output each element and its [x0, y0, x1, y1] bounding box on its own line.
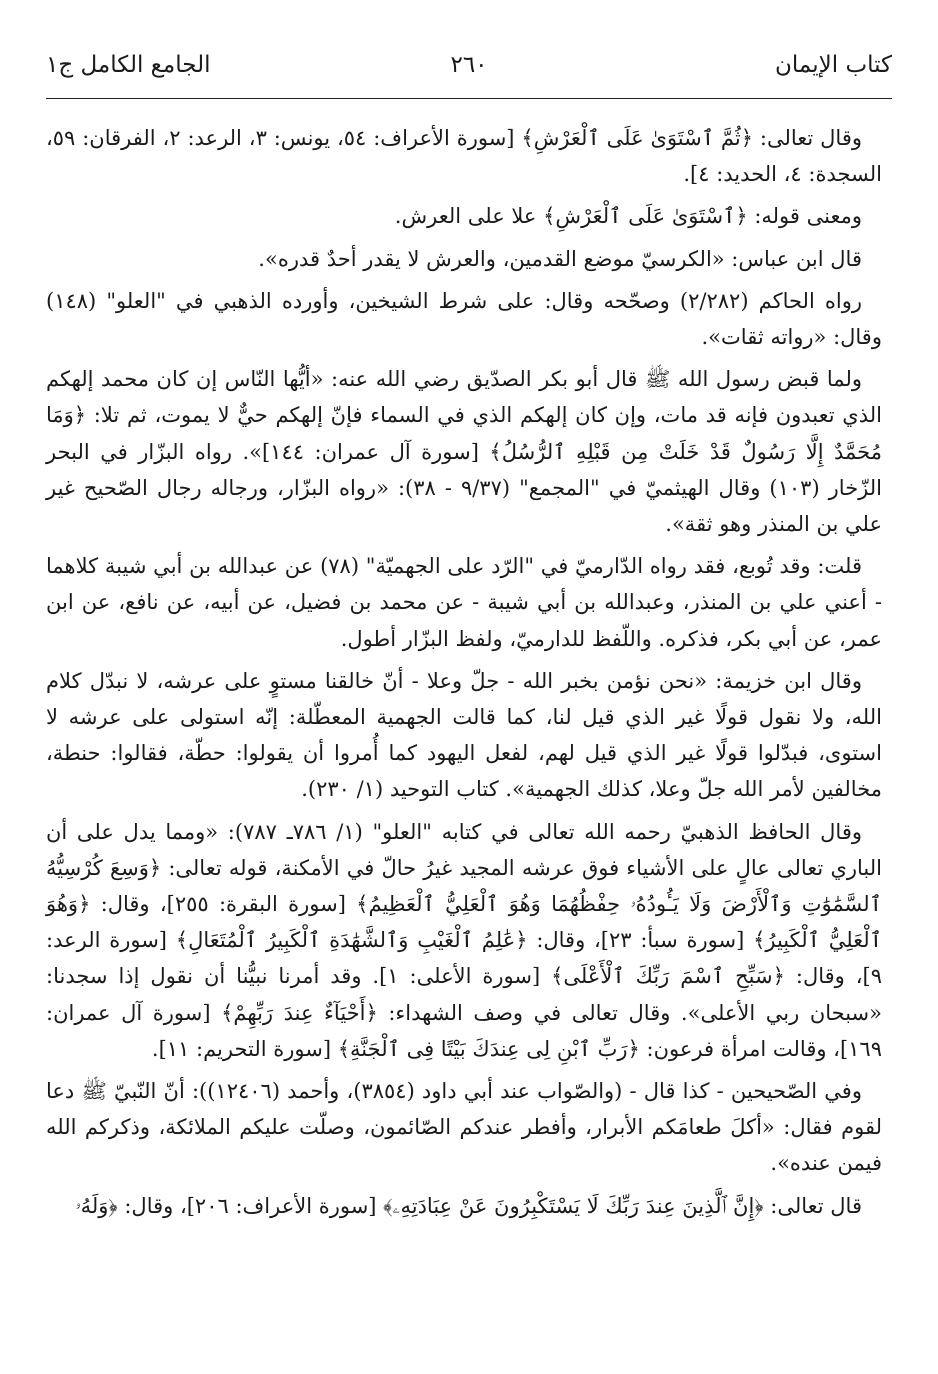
paragraph: وفي الصّحيحين - كذا قال - (والصّواب عند أبي داود (٣٨٥٤)، وأحمد (١٢٤٠٦)): أنّ النّبيّ ﷺ دعا لقوم فقال: «أكلَ طعامَكم الأبرار، وأفطر عندكم الصّائمون، وصلّت عليكم الملائكة، وذكركم الله فيمن عنده». — [46, 1079, 882, 1176]
page-number: ٢٦٠ — [450, 52, 488, 78]
book-title: الجامع الكامل ج١ — [46, 52, 211, 78]
paragraph: رواه الحاكم (٢/٢٨٢) وصحّحه وقال: على شرط الشيخين، وأورده الذهبي في "العلو" (١٤٨) وقال: «رواته ثقات». — [46, 288, 882, 350]
paragraph: قال تعالى: ﴿إِنَّ ٱلَّذِينَ عِندَ رَبِّكَ لَا يَسْتَكْبِرُونَ عَنْ عِبَادَتِهِۦ﴾ [سورة الأعراف: ٢٠٦]، وقال: ﴿وَلَهُۥ — [75, 1193, 862, 1218]
paragraph: ومعنى قوله: ﴿ٱسْتَوَىٰ عَلَى ٱلْعَرْشِ﴾ علا على العرش. — [394, 204, 862, 229]
paragraph: قال ابن عباس: «الكرسيّ موضع القدمين، والعرش لا يقدر أحدٌ قدره». — [258, 246, 862, 271]
paragraph: وقال الحافظ الذهبيّ رحمه الله تعالى في كتابه "العلو" (١/ ٧٨٦ـ ٧٨٧): «ومما يدل على أن الباري تعالى عالٍ على الأشياء فوق عرشه المجيد غيرُ حالّ في الأمكنة، قوله تعالى: ﴿وَسِعَ كُرْسِيُّهُ ٱلسَّمَٰوَٰتِ وَٱلْأَرْضَ وَلَا يَـُٔودُهُۥ حِفْظُهُمَا وَهُوَ ٱلْعَلِيُّ ٱلْعَظِيمُ﴾ [سورة البقرة: ٢٥٥]، وقال: ﴿وَهُوَ ٱلْعَلِيُّ ٱلْكَبِيرُ﴾ [سورة سبأ: ٢٣]، وقال: ﴿عَٰلِمُ ٱلْغَيْبِ وَٱلشَّهَٰدَةِ ٱلْكَبِيرُ ٱلْمُتَعَالِ﴾ [سورة الرعد: ٩]، وقال: ﴿سَبِّحِ ٱسْمَ رَبِّكَ ٱلْأَعْلَى﴾ [سورة الأعلى: ١]. وقد أمرنا نبيُّنا أن نقول إذا سجدنا: «سبحان ربي الأعلى». وقال تعالى في وصف الشهداء: ﴿أَحْيَآءٌ عِندَ رَبِّهِمْ﴾ [سورة آل عمران: ١٦٩]، وقالت امرأة فرعون: ﴿رَبِّ ٱبْنِ لِى عِندَكَ بَيْتًا فِى ٱلْجَنَّةِ﴾ [سورة التحريم: ١١]. — [46, 819, 883, 1061]
page-header — [46, 52, 892, 92]
paragraph: وقال تعالى: ﴿ثُمَّ ٱسْتَوَىٰ عَلَى ٱلْعَرْشِ﴾ [سورة الأعراف: ٥٤، يونس: ٣، الرعد: ٢، الفرقان: ٥٩، السجدة: ٤، الحديد: ٤]. — [46, 126, 882, 187]
paragraph: ولما قبض رسول الله ﷺ قال أبو بكر الصدّيق رضي الله عنه: «أيُّها النّاس إن كان محمد إلهكم الذي تعبدون فإنه قد مات، وإن كان إلهكم الذي في السماء فإنّ إلهكم حيٌّ لا يموت، ثم تلا: ﴿وَمَا مُحَمَّدٌ إِلَّا رَسُولٌ قَدْ خَلَتْ مِن قَبْلِهِ ٱلرُّسُلُ﴾ [سورة آل عمران: ١٤٤]». رواه البزّار في البحر الزّخار (١٠٣) وقال الهيثميّ في "المجمع" (٩/٣٧ - ٣٨): «رواه البزّار، ورجاله رجال الصّحيح غير علي بن المنذر وهو ثقة». — [46, 367, 883, 537]
header-divider — [46, 98, 892, 99]
page-body — [46, 120, 882, 1230]
section-title: كتاب الإيمان — [775, 52, 892, 78]
paragraph: قلت: وقد تُوبع، فقد رواه الدّارميّ في "الرّد على الجهميّة" (٧٨) عن عبدالله بن أبي شيبة كلاهما - أعني علي بن المنذر، وعبدالله بن أبي شيبة - عن محمد بن فضيل، عن أبيه، عن نافع، عن ابن عمر، عن أبي بكر، فذكره. واللّفظ للدارميّ، ولفظ البزّار أطول. — [46, 554, 882, 651]
paragraph: وقال ابن خزيمة: «نحن نؤمن بخبر الله - جلّ وعلا - أنّ خالقنا مستوٍ على عرشه، لا نبدّل كلام الله، ولا نقول قولًا غير الذي قيل لنا، كما قالت الجهمية المعطّلة: إنّه استولى على عرشه لا استوى، فبدّلوا قولًا غير الذي قيل لهم، لفعل اليهود كما أُمروا أن يقولوا: حطّة، فقالوا: حنطة، مخالفين لأمر الله جلّ وعلا، كذلك الجهمية». كتاب التوحيد (١/ ٢٣٠). — [46, 668, 882, 802]
